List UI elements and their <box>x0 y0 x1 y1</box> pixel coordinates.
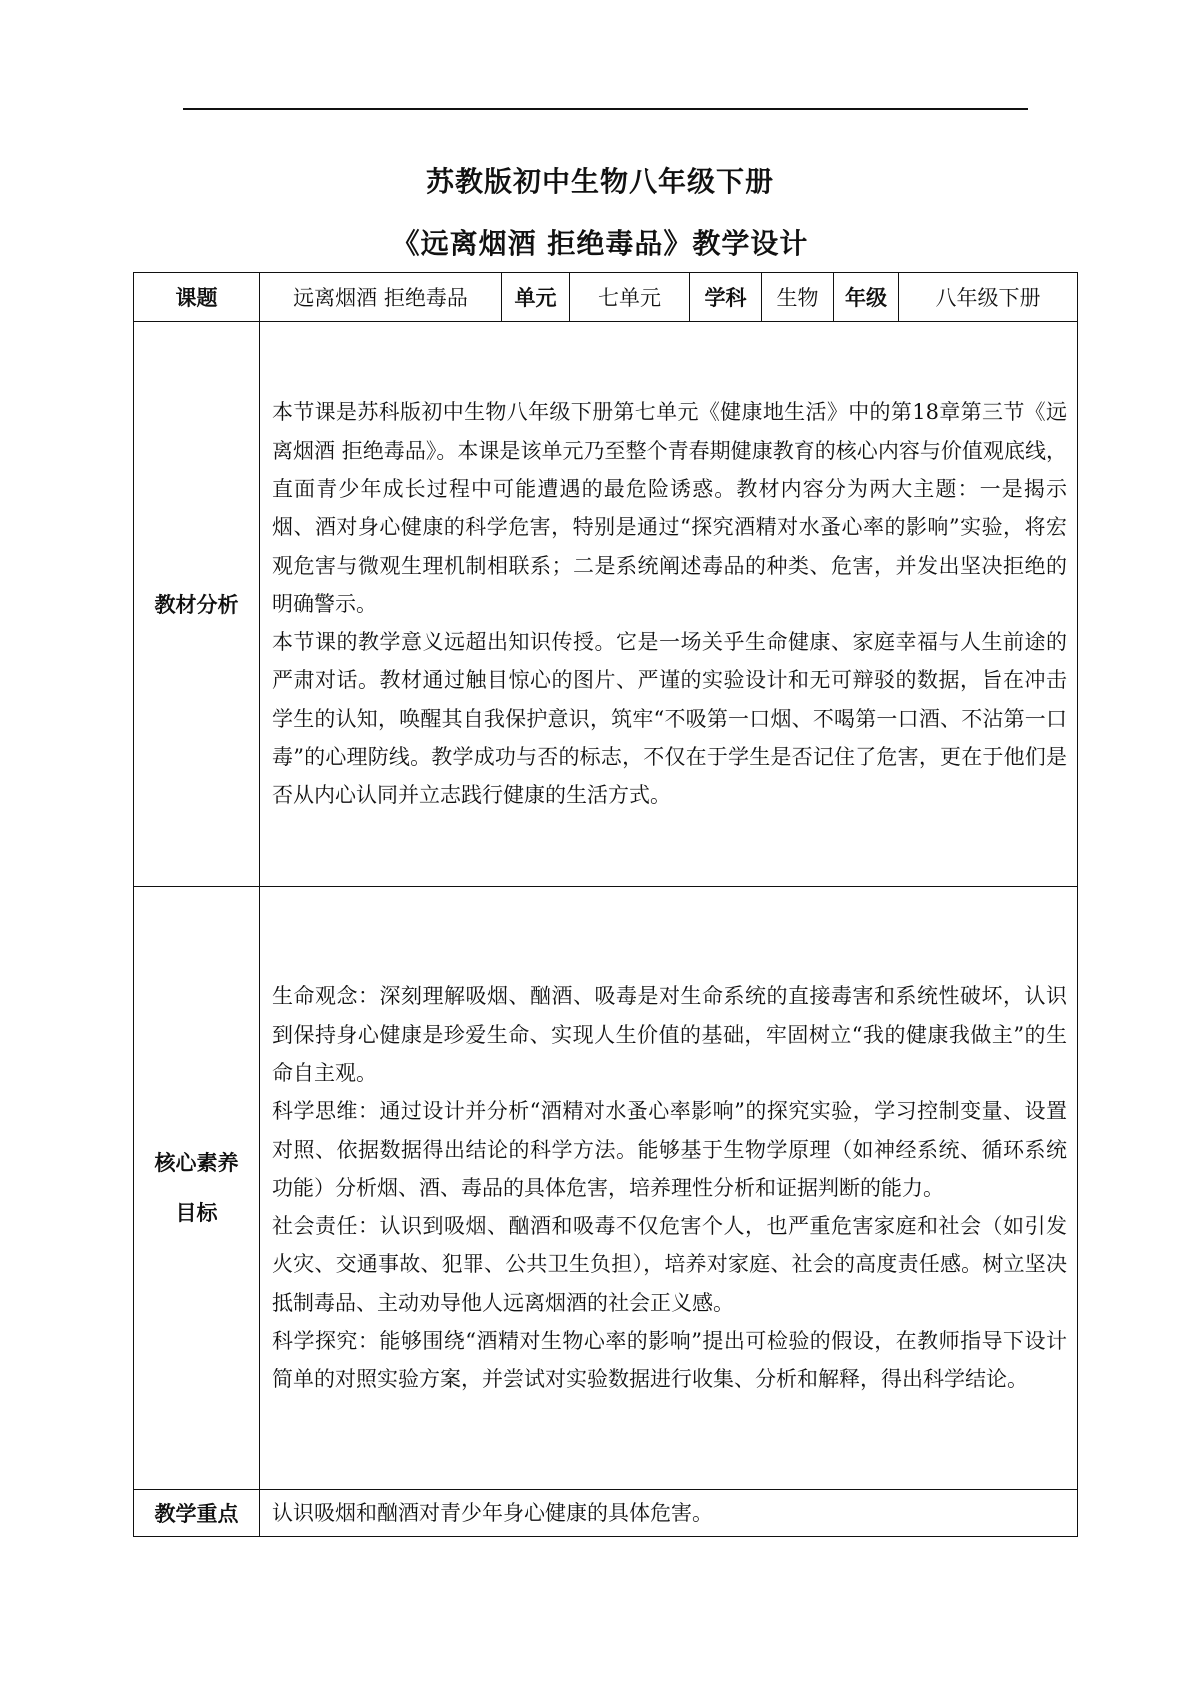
subject-value: 生物 <box>762 273 834 322</box>
table-row-literacy <box>134 887 1078 1490</box>
literacy-content <box>260 887 1078 1490</box>
topic-label: 课题 <box>134 273 260 322</box>
material-content <box>260 322 1078 887</box>
grade-label: 年级 <box>834 273 899 322</box>
topic-value: 远离烟酒 拒绝毒品 <box>260 273 502 322</box>
table-row-material <box>134 322 1078 887</box>
document-title: 苏教版初中生物八年级下册 <box>425 165 774 198</box>
keypoint-value <box>260 1490 1078 1537</box>
literacy-paragraph-2: 科学思维：通过设计并分析“酒精对水蚤心率影响”的探究实验，学习控制变量、设置对照、依据数据得出结论的科学方法。能够基于生物学原理（如神经系统、循环系统功能）分析烟、酒、毒品的具体危害，培养理性分析和证据判断的能力。 <box>272 1099 1067 1200</box>
grade-value: 八年级下册 <box>899 273 1078 322</box>
keypoint-label: 教学重点 <box>134 1490 260 1537</box>
literacy-label-line2: 目标 <box>175 1201 218 1225</box>
document-subtitle: 《远离烟酒 拒绝毒品》教学设计 <box>391 227 809 260</box>
literacy-label-line1: 核心素养 <box>154 1151 239 1175</box>
header-rule <box>183 108 1028 110</box>
literacy-label <box>134 887 260 1490</box>
unit-value: 七单元 <box>570 273 690 322</box>
literacy-paragraph-4: 科学探究：能够围绕“酒精对生物心率的影响”提出可检验的假设，在教师指导下设计简单的对照实验方案，并尝试对实验数据进行收集、分析和解释，得出科学结论。 <box>272 1329 1067 1392</box>
material-paragraph-1: 本节课是苏科版初中生物八年级下册第七单元《健康地生活》中的第18章第三节《远离烟酒 拒绝毒品》。本课是该单元乃至整个青春期健康教育的核心内容与价值观底线，直面青少年成长过程中可能遭遇的最危险诱惑。教材内容分为两大主题：一是揭示烟、酒对身心健康的科学危害，特别是通过“探究酒精对水蚤心率的影响”实验，将宏观危害与微观生理机制相联系；二是系统阐述毒品的种类、危害，并发出坚决拒绝的明确警示。 <box>272 400 1067 616</box>
material-label: 教材分析 <box>134 322 260 887</box>
subject-label: 学科 <box>690 273 762 322</box>
lesson-plan-table <box>133 272 1078 1537</box>
keypoint-text: 认识吸烟和酗酒对青少年身心健康的具体危害。 <box>272 1501 713 1525</box>
table-row-keypoint <box>134 1490 1078 1537</box>
literacy-paragraph-1: 生命观念：深刻理解吸烟、酗酒、吸毒是对生命系统的直接毒害和系统性破坏，认识到保持身心健康是珍爱生命、实现人生价值的基础，牢固树立“我的健康我做主”的生命自主观。 <box>272 984 1067 1085</box>
unit-label: 单元 <box>502 273 570 322</box>
literacy-paragraph-3: 社会责任：认识到吸烟、酗酒和吸毒不仅危害个人，也严重危害家庭和社会（如引发火灾、交通事故、犯罪、公共卫生负担），培养对家庭、社会的高度责任感。树立坚决抵制毒品、主动劝导他人远离烟酒的社会正义感。 <box>272 1214 1067 1315</box>
material-paragraph-2: 本节课的教学意义远超出知识传授。它是一场关乎生命健康、家庭幸福与人生前途的严肃对话。教材通过触目惊心的图片、严谨的实验设计和无可辩驳的数据，旨在冲击学生的认知，唤醒其自我保护意识，筑牢“不吸第一口烟、不喝第一口酒、不沾第一口毒”的心理防线。教学成功与否的标志，不仅在于学生是否记住了危害，更在于他们是否从内心认同并立志践行健康的生活方式。 <box>272 630 1067 808</box>
table-row-topic <box>134 273 1078 322</box>
